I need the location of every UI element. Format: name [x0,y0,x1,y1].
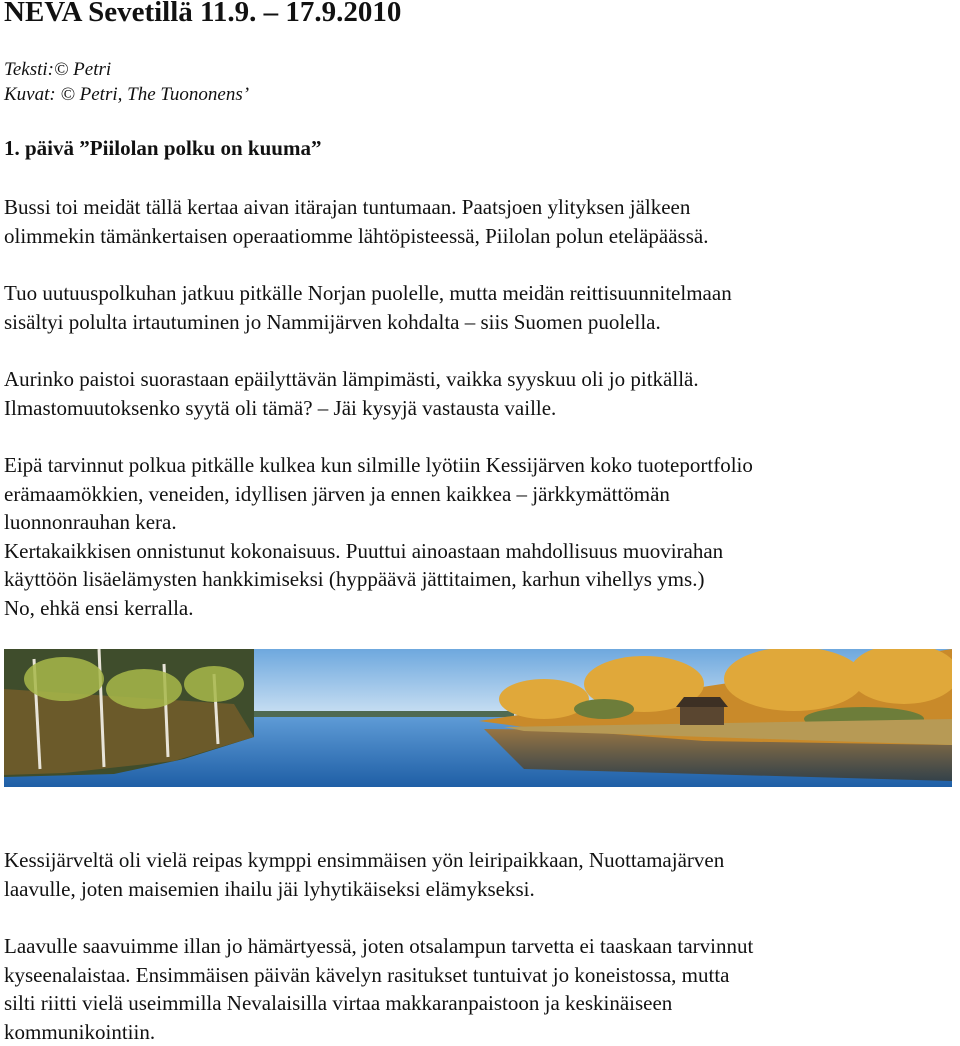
photo-credit: Kuvat: © Petri, The Tuononens’ [4,84,250,105]
text-line: kommunikointiin. [4,1019,156,1044]
text-line: sisältyi polulta irtautuminen jo Nammijärven kohdalta – siis Suomen puolella. [4,309,661,334]
text-line: Aurinko paistoi suorastaan epäilyttävän lämpimästi, vaikka syyskuu oli jo pitkällä. [4,367,699,391]
text-line: Eipä tarvinnut polkua pitkälle kulkea kun silmille lyötiin Kessijärven koko tuoteportfolio [4,453,753,477]
lake-panorama-photo [4,649,952,787]
text-line: Kertakaikkisen onnistunut kokonaisuus. Puuttui ainoastaan mahdollisuus muovirahan [4,538,724,563]
text-line: Laavulle saavuimme illan jo hämärtyessä, joten otsalampun tarvetta ei taaskaan tarvinnut [4,934,754,958]
text-line: Kessijärveltä oli vielä reipas kymppi ensimmäisen yön leiripaikkaan, Nuottamajärven [4,848,725,872]
text-line: laavulle, joten maisemien ihailu jäi lyhytikäiseksi elämykseksi. [4,876,535,901]
text-line: No, ehkä ensi kerralla. [4,595,194,620]
document-title: NEVA Sevetillä 11.9. – 17.9.2010 [4,0,402,28]
paragraph-route-plan [4,279,954,336]
text-line: käyttöön lisäelämysten hankkimiseksi (hyppäävä jättitaimen, karhun vihellys yms.) [4,567,705,592]
text-line: luonnonrauhan kera. [4,510,177,535]
day-heading: 1. päivä ”Piilolan polku on kuuma” [4,136,322,160]
paragraph-kessijarvi [4,451,954,623]
text-line: Ilmastomuutoksenko syytä oli tämä? – Jäi kysyjä vastausta vaille. [4,395,557,420]
text-line: Bussi toi meidät tällä kertaa aivan itärajan tuntumaan. Paatsjoen ylityksen jälkeen [4,195,691,219]
text-credit: Teksti:© Petri [4,59,112,80]
cabin [680,707,724,725]
paragraph-weather [4,365,954,422]
text-line: silti riitti vielä useimmilla Nevalaisilla virtaa makkaranpaistoon ja keskinäiseen [4,991,673,1016]
text-line: olimmekin tämänkertaisen operaatiomme lähtöpisteessä, Piilolan polun eteläpäässä. [4,223,709,248]
text-line: kyseenalaistaa. Ensimmäisen päivän kävelyn rasitukset tuntuivat jo koneistossa, mutta [4,962,730,987]
paragraph-camp-distance [4,846,954,903]
paragraph-evening-arrival [4,932,954,1046]
text-line: Tuo uutuuspolkuhan jatkuu pitkälle Norjan puolelle, mutta meidän reittisuunnitelmaan [4,281,732,305]
paragraph-bus-arrival [4,193,954,250]
text-line: erämaamökkien, veneiden, idyllisen järven ja ennen kaikkea – järkkymättömän [4,481,670,506]
